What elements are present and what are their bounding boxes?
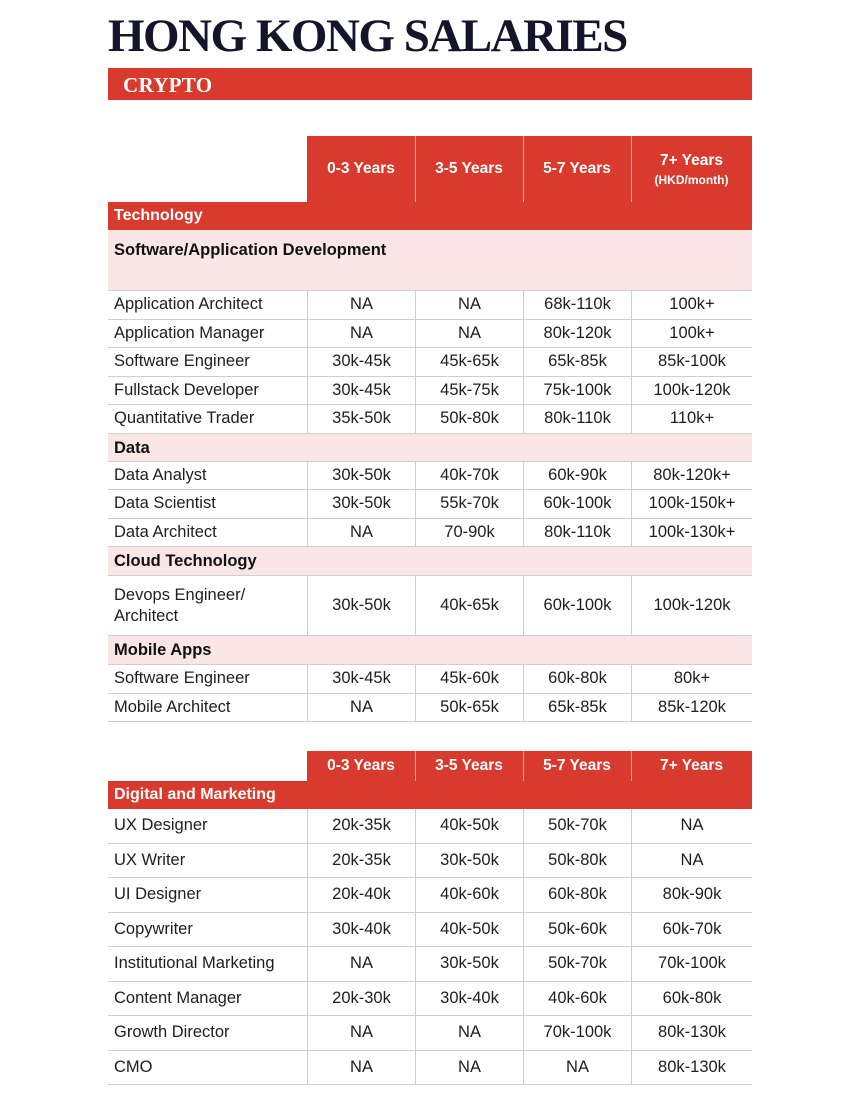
salary-cell: 30k-50k [415, 947, 523, 981]
role-name: Data Architect [114, 522, 217, 541]
salary-cell: 35k-50k [307, 405, 415, 433]
salary-cell: 50k-65k [415, 694, 523, 722]
salary-cell: NA [307, 1051, 415, 1085]
role-name: Application Architect [114, 295, 263, 314]
salary-cell: 70k-100k [523, 1016, 631, 1050]
group-header [108, 434, 752, 462]
category-label: CRYPTO [123, 73, 213, 97]
table-row [108, 405, 752, 434]
role-name: CMO [114, 1057, 153, 1076]
salary-cell: 80k-110k [523, 405, 631, 433]
role-name: Content Manager [114, 988, 242, 1007]
table-row [108, 947, 752, 982]
salary-cell: 60k-80k [523, 878, 631, 912]
salary-cell: 50k-70k [523, 809, 631, 843]
group-title: Software/Application Development [114, 241, 387, 259]
salary-cell: 40k-60k [415, 878, 523, 912]
salary-cell: 55k-70k [415, 490, 523, 518]
salary-cell: NA [523, 1051, 631, 1085]
role-name: Growth Director [114, 1023, 230, 1042]
category-banner [108, 68, 752, 100]
table-row [108, 1051, 752, 1086]
salary-cell: 75k-100k [523, 377, 631, 405]
salary-cell: 40k-60k [523, 982, 631, 1016]
role-name: Software Engineer [114, 669, 250, 688]
salary-cell: 40k-65k [415, 576, 523, 635]
salary-cell: 50k-80k [523, 844, 631, 878]
salary-cell: 45k-75k [415, 377, 523, 405]
salary-cell: 60k-100k [523, 576, 631, 635]
section-bar-technology [108, 202, 752, 230]
salary-cell: 60k-100k [523, 490, 631, 518]
salary-cell: 85k-100k [631, 348, 752, 376]
column-header-7-plus: 7+ Years [659, 757, 724, 774]
salary-cell: NA [307, 320, 415, 348]
salary-cell: 30k-40k [307, 913, 415, 947]
table-row [108, 348, 752, 377]
salary-cell: 80k-130k [631, 1051, 752, 1085]
role-name: UX Writer [114, 850, 186, 869]
column-header-0-3: 0-3 Years [327, 757, 395, 774]
salary-cell: NA [307, 694, 415, 722]
table-row [108, 576, 752, 636]
salary-cell: NA [415, 320, 523, 348]
salary-cell: NA [307, 291, 415, 319]
salary-cell: 50k-60k [523, 913, 631, 947]
salary-cell: 30k-50k [307, 576, 415, 635]
salary-cell: 100k-150k+ [631, 490, 752, 518]
table-row [108, 809, 752, 844]
role-name: Fullstack Developer [114, 380, 259, 399]
salary-cell: NA [307, 519, 415, 547]
salary-cell: 40k-50k [415, 809, 523, 843]
salary-cell: 65k-85k [523, 694, 631, 722]
role-name: UX Designer [114, 816, 208, 835]
salary-cell: 60k-90k [523, 462, 631, 490]
role-name: Devops Engineer/ Architect [114, 585, 246, 625]
salary-cell: 30k-45k [307, 665, 415, 693]
role-name: UI Designer [114, 885, 202, 904]
salary-cell: 60k-80k [523, 665, 631, 693]
salary-cell: 45k-60k [415, 665, 523, 693]
table-row [108, 291, 752, 320]
salary-cell: 60k-70k [631, 913, 752, 947]
salary-cell: 65k-85k [523, 348, 631, 376]
salary-cell: 40k-50k [415, 913, 523, 947]
salary-cell: 100k-130k+ [631, 519, 752, 547]
table-row [108, 665, 752, 694]
salary-cell: 30k-50k [307, 462, 415, 490]
table-row [108, 844, 752, 879]
page-title: HONG KONG SALARIES [108, 10, 627, 62]
salary-cell: 30k-45k [307, 377, 415, 405]
group-title: Cloud Technology [114, 552, 257, 570]
table-row [108, 913, 752, 948]
salary-cell: NA [307, 1016, 415, 1050]
role-name: Software Engineer [114, 352, 250, 371]
table-row [108, 878, 752, 913]
salary-cell: NA [631, 844, 752, 878]
role-name: Data Analyst [114, 465, 207, 484]
salary-cell: 100k+ [631, 320, 752, 348]
salary-cell: 50k-80k [415, 405, 523, 433]
salary-cell: 50k-70k [523, 947, 631, 981]
salary-cell: NA [415, 1051, 523, 1085]
salary-cell: 80k-130k [631, 1016, 752, 1050]
salary-cell: 20k-35k [307, 844, 415, 878]
technology-table-header [108, 136, 752, 230]
salary-cell: 20k-40k [307, 878, 415, 912]
group-header [108, 547, 752, 576]
role-name: Copywriter [114, 919, 193, 938]
salary-cell: 30k-45k [307, 348, 415, 376]
role-name: Mobile Architect [114, 697, 231, 716]
table-row [108, 462, 752, 491]
column-header-5-7: 5-7 Years [543, 757, 611, 774]
role-name: Application Manager [114, 323, 265, 342]
salary-cell: 70k-100k [631, 947, 752, 981]
section-title: Digital and Marketing [114, 786, 276, 803]
table-row [108, 490, 752, 519]
salary-cell: 70-90k [415, 519, 523, 547]
salary-cell: NA [631, 809, 752, 843]
salary-cell: 110k+ [631, 405, 752, 433]
salary-cell: 80k-120k [523, 320, 631, 348]
column-header-7-plus: 7+ Years (HKD/month) [654, 151, 729, 187]
column-header-3-5: 3-5 Years [435, 757, 503, 774]
table-row [108, 377, 752, 406]
salary-cell: NA [307, 947, 415, 981]
group-title: Data [114, 438, 150, 457]
section-title: Technology [114, 207, 203, 224]
salary-cell: 45k-65k [415, 348, 523, 376]
salary-cell: 30k-50k [307, 490, 415, 518]
salary-cell: 20k-30k [307, 982, 415, 1016]
role-name: Quantitative Trader [114, 409, 255, 428]
salary-cell: 20k-35k [307, 809, 415, 843]
group-title: Mobile Apps [114, 641, 212, 659]
salary-cell: 80k-120k+ [631, 462, 752, 490]
table-row [108, 519, 752, 548]
role-name: Data Scientist [114, 494, 216, 513]
role-name: Institutional Marketing [114, 954, 275, 973]
salary-cell: 30k-50k [415, 844, 523, 878]
salary-cell: 30k-40k [415, 982, 523, 1016]
salary-cell: NA [415, 291, 523, 319]
table-row [108, 982, 752, 1017]
currency-note: (HKD/month) [654, 172, 729, 187]
column-header-0-3: 0-3 Years [327, 160, 395, 177]
marketing-table-header [108, 751, 752, 809]
salary-cell: 100k-120k [631, 576, 752, 635]
salary-cell: 60k-80k [631, 982, 752, 1016]
table-row [108, 1016, 752, 1051]
group-header [108, 230, 752, 291]
salary-cell: 40k-70k [415, 462, 523, 490]
salary-cell: 100k-120k [631, 377, 752, 405]
section-bar-marketing [108, 781, 752, 809]
salary-cell: 80k-110k [523, 519, 631, 547]
group-header [108, 636, 752, 665]
table-row [108, 694, 752, 723]
salary-cell: NA [415, 1016, 523, 1050]
salary-cell: 100k+ [631, 291, 752, 319]
salary-cell: 80k-90k [631, 878, 752, 912]
column-header-3-5: 3-5 Years [435, 160, 503, 177]
column-header-5-7: 5-7 Years [543, 160, 611, 177]
salary-cell: 68k-110k [523, 291, 631, 319]
table-row [108, 320, 752, 349]
salary-cell: 85k-120k [631, 694, 752, 722]
salary-cell: 80k+ [631, 665, 752, 693]
